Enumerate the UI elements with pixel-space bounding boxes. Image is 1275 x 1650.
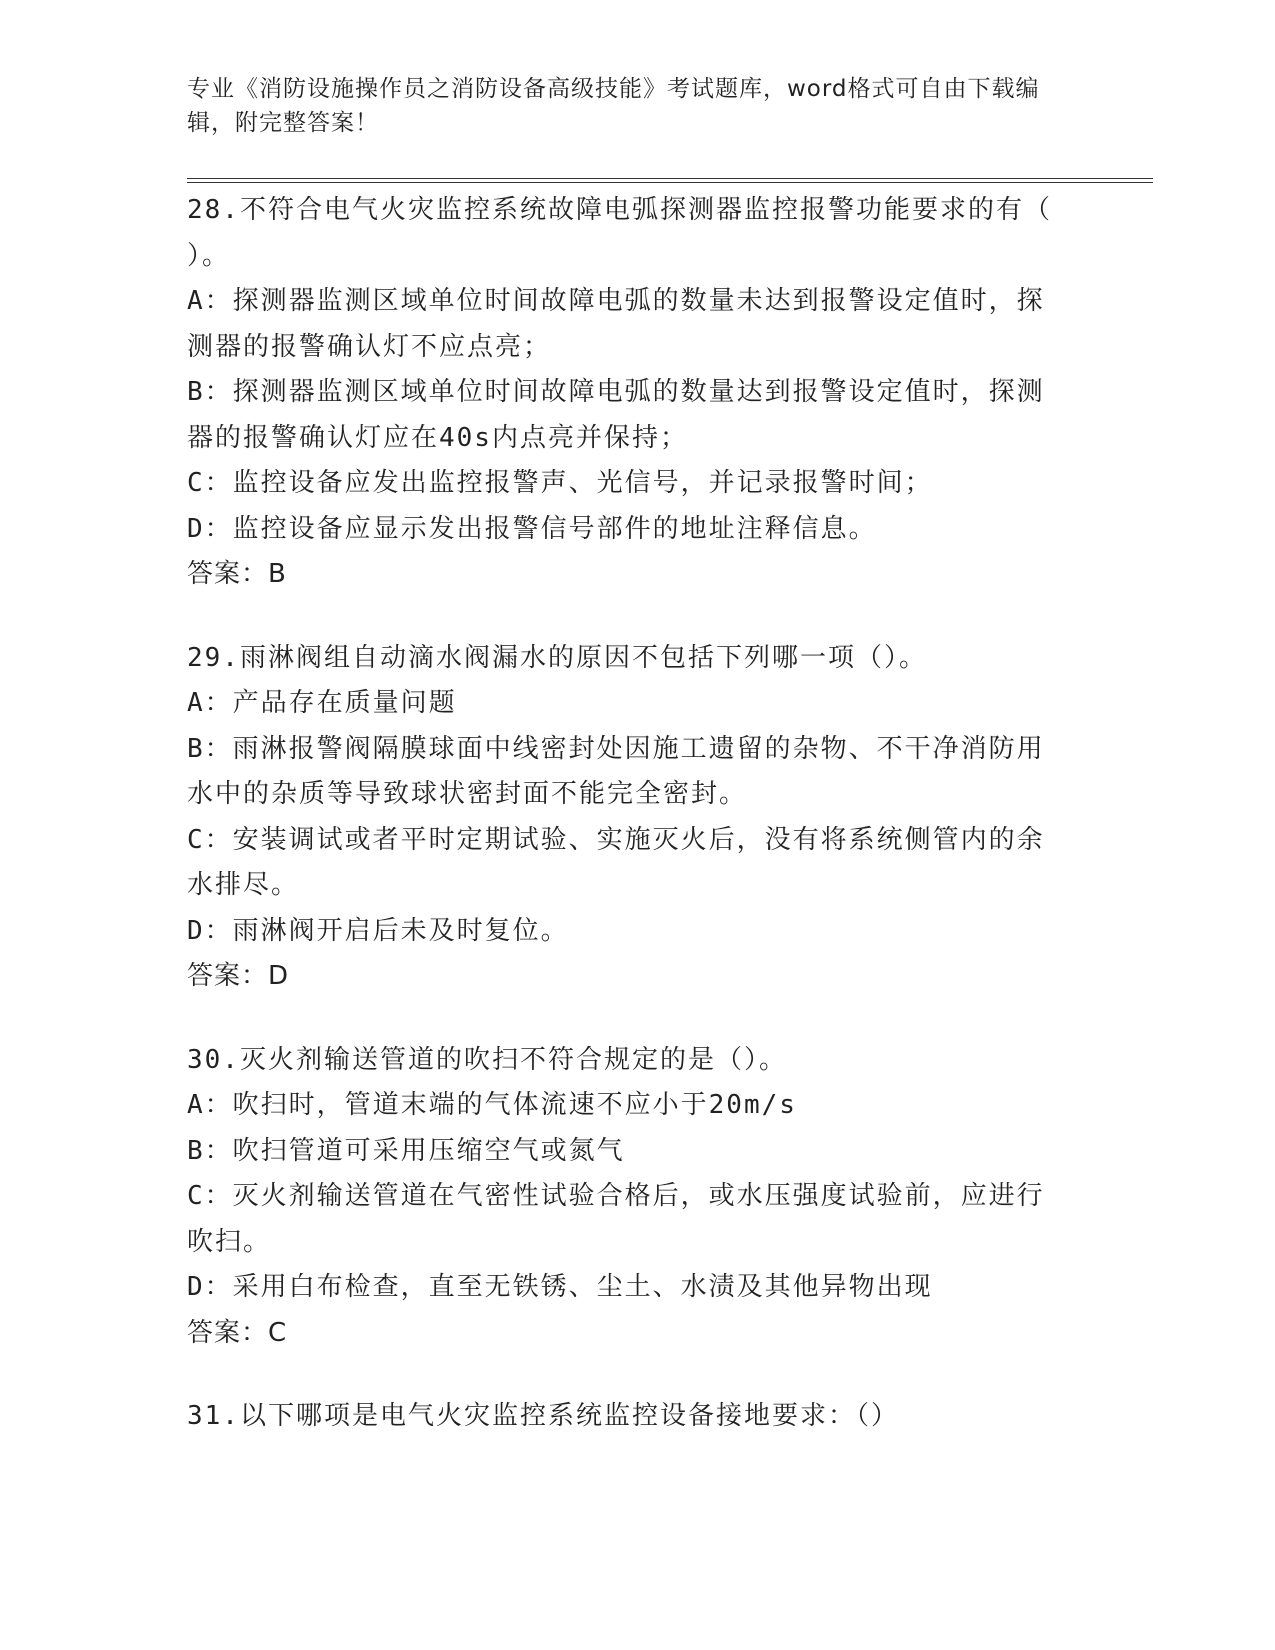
- answer: 答案：D: [187, 961, 290, 991]
- option-b-cont: 水中的杂质等导致球状密封面不能完全密封。: [187, 779, 748, 809]
- question-30: [187, 1038, 1087, 1357]
- option-a: A：产品存在质量问题: [187, 688, 457, 718]
- option-d: D：采用白布检查，直至无铁锈、尘土、水渍及其他异物出现: [187, 1272, 933, 1302]
- question-stem: 28.不符合电气火灾监控系统故障电弧探测器监控报警功能要求的有（: [187, 195, 1052, 225]
- answer: 答案：B: [187, 559, 287, 589]
- answer: 答案：C: [187, 1317, 288, 1348]
- question-28: [187, 188, 1087, 598]
- option-b: B：探测器监测区域单位时间故障电弧的数量达到报警设定值时，探测: [187, 377, 1045, 407]
- option-c: C：灭火剂输送管道在气密性试验合格后，或水压强度试验前，应进行: [187, 1181, 1045, 1211]
- header-line-1: 专业《消防设施操作员之消防设备高级技能》考试题库，word格式可自由下载编: [187, 76, 1040, 102]
- document-header: [187, 72, 1067, 140]
- question-stem-cont: ）。: [187, 240, 231, 271]
- header-line-2: 辑，附完整答案！: [187, 110, 379, 136]
- header-divider: [187, 178, 1153, 183]
- question-31: [187, 1394, 1087, 1440]
- option-c-cont: 水排尽。: [187, 870, 300, 900]
- question-list: [187, 188, 1087, 1478]
- option-c: C：监控设备应发出监控报警声、光信号，并记录报警时间；: [187, 468, 933, 498]
- option-c-cont: 吹扫。: [187, 1226, 272, 1257]
- question-stem: 29.雨淋阀组自动滴水阀漏水的原因不包括下列哪一项（）。: [187, 642, 927, 673]
- option-a: A：吹扫时，管道末端的气体流速不应小于20m/s: [187, 1090, 797, 1120]
- option-a-cont: 测器的报警确认灯不应点亮；: [187, 331, 552, 362]
- option-b: B：雨淋报警阀隔膜球面中线密封处因施工遗留的杂物、不干净消防用: [187, 733, 1045, 764]
- question-stem: 30.灭火剂输送管道的吹扫不符合规定的是（）。: [187, 1044, 787, 1075]
- option-a: A：探测器监测区域单位时间故障电弧的数量未达到报警设定值时，探: [187, 286, 1045, 316]
- option-d: D：监控设备应显示发出报警信号部件的地址注释信息。: [187, 513, 877, 544]
- question-29: [187, 636, 1087, 1000]
- option-b-cont: 器的报警确认灯应在40s内点亮并保持；: [187, 422, 688, 453]
- question-stem: 31.以下哪项是电气火灾监控系统监控设备接地要求：（）: [187, 1401, 899, 1431]
- option-b: B：吹扫管道可采用压缩空气或氮气: [187, 1135, 625, 1166]
- option-d: D：雨淋阀开启后未及时复位。: [187, 915, 569, 946]
- option-c: C：安装调试或者平时定期试验、实施灭火后，没有将系统侧管内的余: [187, 824, 1045, 855]
